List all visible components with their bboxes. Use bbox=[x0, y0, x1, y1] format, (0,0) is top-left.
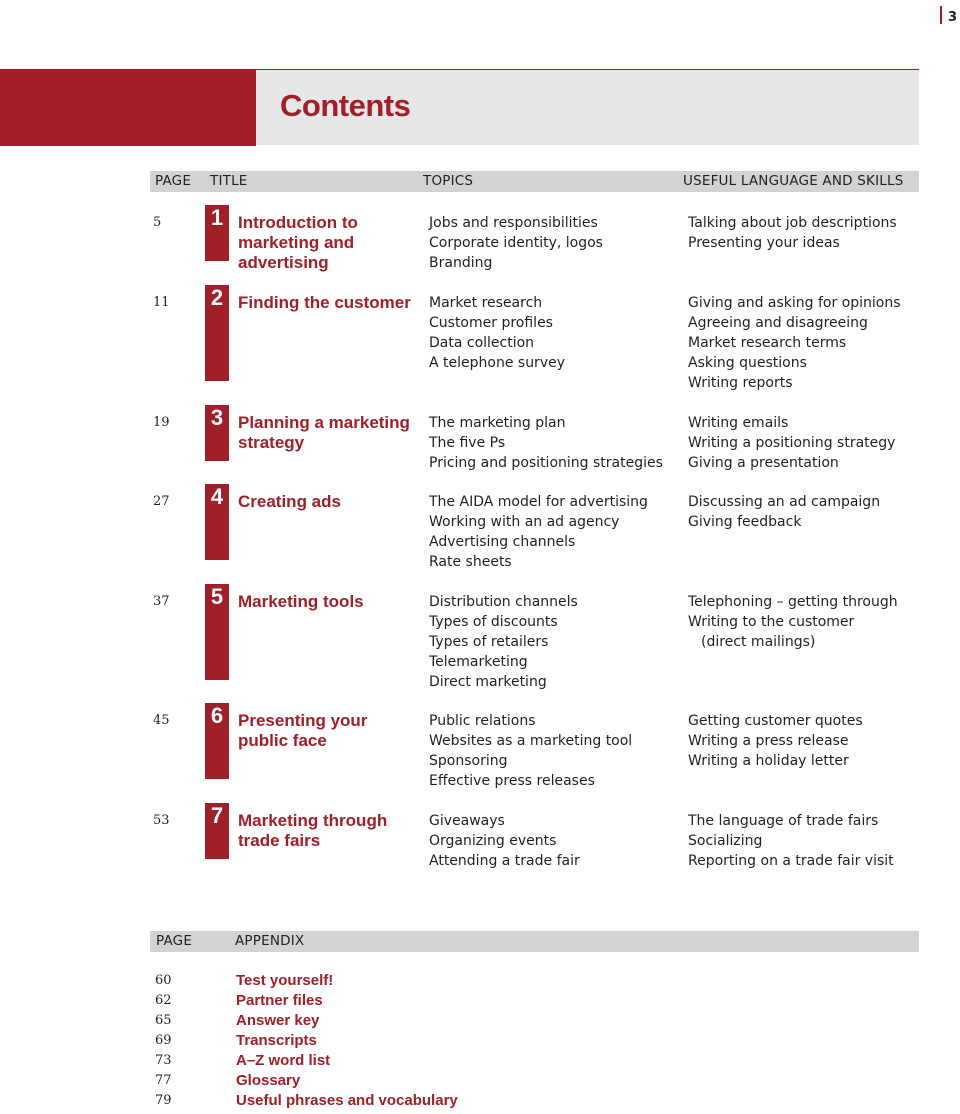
unit-marker bbox=[205, 584, 229, 680]
unit-marker bbox=[205, 285, 229, 381]
unit-skills bbox=[688, 492, 928, 532]
appendix-title[interactable]: A–Z word list bbox=[236, 1052, 331, 1069]
unit-page-number: 27 bbox=[153, 494, 170, 509]
appendix-row[interactable] bbox=[0, 971, 960, 991]
unit-topics bbox=[429, 213, 679, 273]
unit-page-number: 11 bbox=[153, 295, 170, 310]
unit-title[interactable]: Introduction to marketing and advertising bbox=[238, 213, 358, 272]
header-skills: USEFUL LANGUAGE AND SKILLS bbox=[683, 173, 904, 189]
appendix-header-bar bbox=[150, 931, 919, 952]
topic-item: Corporate identity, logos bbox=[429, 235, 603, 251]
skill-item: Reporting on a trade fair visit bbox=[688, 853, 894, 869]
unit-page-number: 19 bbox=[153, 415, 170, 430]
unit-skills bbox=[688, 811, 928, 871]
appendix-title[interactable]: Test yourself! bbox=[236, 972, 334, 989]
appendix-row[interactable] bbox=[0, 1031, 960, 1051]
skill-item: Writing to the customer bbox=[688, 614, 855, 630]
unit-page-number: 45 bbox=[153, 713, 170, 728]
skill-item: Writing reports bbox=[688, 375, 793, 391]
topic-item: Types of retailers bbox=[429, 634, 549, 650]
banner-red-block bbox=[0, 70, 256, 146]
appendix-page-number: 73 bbox=[155, 1053, 172, 1068]
unit-page-number: 53 bbox=[153, 813, 170, 828]
appendix-row[interactable] bbox=[0, 1091, 960, 1111]
topic-item: Sponsoring bbox=[429, 753, 508, 769]
unit-title[interactable]: Finding the customer bbox=[238, 293, 411, 312]
contents-header-bar bbox=[150, 171, 919, 192]
page-number: 3 bbox=[948, 10, 958, 25]
topic-item: Branding bbox=[429, 255, 493, 271]
unit-topics bbox=[429, 413, 679, 473]
skill-item: Writing a press release bbox=[688, 733, 849, 749]
skill-item: Agreeing and disagreeing bbox=[688, 315, 868, 331]
skill-item: Socializing bbox=[688, 833, 763, 849]
appendix-header-page: PAGE bbox=[156, 933, 193, 949]
unit-topics bbox=[429, 811, 679, 871]
skill-item: Discussing an ad campaign bbox=[688, 494, 881, 510]
topic-item: Public relations bbox=[429, 713, 536, 729]
appendix-header-title: APPENDIX bbox=[235, 933, 305, 949]
skill-item: Writing a positioning strategy bbox=[688, 435, 896, 451]
page-title: Contents bbox=[280, 88, 411, 123]
skill-item: Giving feedback bbox=[688, 514, 802, 530]
page-number-marker bbox=[940, 6, 957, 24]
topic-item: Direct marketing bbox=[429, 674, 547, 690]
topic-item: Websites as a marketing tool bbox=[429, 733, 633, 749]
unit-title[interactable]: Marketing through trade fairs bbox=[238, 811, 388, 850]
unit-number: 4 bbox=[210, 484, 224, 509]
skill-item: Market research terms bbox=[688, 335, 847, 351]
unit-skills bbox=[688, 293, 928, 393]
topic-item: Pricing and positioning strategies bbox=[429, 455, 663, 471]
skill-item: Writing emails bbox=[688, 415, 789, 431]
appendix-row[interactable] bbox=[0, 1011, 960, 1031]
skill-item: Talking about job descriptions bbox=[688, 215, 897, 231]
unit-number: 6 bbox=[210, 703, 224, 728]
appendix-page-number: 69 bbox=[155, 1033, 172, 1048]
topic-item: Customer profiles bbox=[429, 315, 553, 331]
unit-number: 3 bbox=[210, 405, 224, 430]
topic-item: Attending a trade fair bbox=[429, 853, 580, 869]
appendix-page-number: 62 bbox=[155, 993, 172, 1008]
topic-item: Market research bbox=[429, 295, 543, 311]
skill-item: Telephoning – getting through bbox=[688, 594, 898, 610]
appendix-title[interactable]: Useful phrases and vocabulary bbox=[236, 1092, 458, 1109]
skill-item: Giving a presentation bbox=[688, 455, 839, 471]
unit-marker bbox=[205, 484, 229, 560]
unit-topics bbox=[429, 592, 679, 692]
skill-item: The language of trade fairs bbox=[688, 813, 879, 829]
topic-item: Types of discounts bbox=[429, 614, 558, 630]
topic-item: Advertising channels bbox=[429, 534, 576, 550]
unit-title[interactable]: Planning a marketing strategy bbox=[238, 413, 410, 452]
unit-number: 5 bbox=[210, 584, 224, 609]
header-page: PAGE bbox=[155, 173, 192, 189]
unit-title[interactable]: Creating ads bbox=[238, 492, 341, 511]
topic-item: Distribution channels bbox=[429, 594, 578, 610]
unit-page-number: 5 bbox=[153, 215, 162, 230]
topic-item: The five Ps bbox=[429, 435, 506, 451]
unit-marker bbox=[205, 803, 229, 859]
unit-topics bbox=[429, 711, 679, 791]
skill-item: Giving and asking for opinions bbox=[688, 295, 901, 311]
appendix-row[interactable] bbox=[0, 991, 960, 1011]
unit-topics bbox=[429, 492, 679, 572]
skill-item: Asking questions bbox=[688, 355, 807, 371]
topic-item: The AIDA model for advertising bbox=[429, 494, 648, 510]
topic-item: Giveaways bbox=[429, 813, 505, 829]
unit-skills bbox=[688, 711, 928, 771]
unit-marker bbox=[205, 405, 229, 461]
appendix-title[interactable]: Partner files bbox=[236, 992, 323, 1009]
unit-marker bbox=[205, 205, 229, 261]
unit-page-number: 37 bbox=[153, 594, 170, 609]
appendix-row[interactable] bbox=[0, 1071, 960, 1091]
header-title: TITLE bbox=[210, 173, 248, 189]
contents-banner bbox=[0, 69, 919, 145]
unit-marker bbox=[205, 703, 229, 779]
unit-title[interactable]: Presenting your public face bbox=[238, 711, 368, 750]
appendix-title[interactable]: Transcripts bbox=[236, 1032, 317, 1049]
skill-item: Writing a holiday letter bbox=[688, 753, 849, 769]
topic-item: Jobs and responsibilities bbox=[429, 215, 598, 231]
appendix-title[interactable]: Answer key bbox=[236, 1012, 320, 1029]
unit-topics bbox=[429, 293, 679, 373]
topic-item: A telephone survey bbox=[429, 355, 566, 371]
unit-title[interactable]: Marketing tools bbox=[238, 592, 364, 611]
unit-number: 7 bbox=[210, 803, 224, 828]
unit-number: 1 bbox=[210, 205, 224, 230]
skill-item: (direct mailings) bbox=[701, 634, 816, 650]
unit-number: 2 bbox=[210, 285, 224, 310]
topic-item: Effective press releases bbox=[429, 773, 595, 789]
appendix-page-number: 60 bbox=[155, 973, 172, 988]
unit-skills bbox=[688, 592, 928, 652]
appendix-row[interactable] bbox=[0, 1051, 960, 1071]
topic-item: Telemarketing bbox=[429, 654, 528, 670]
header-topics: TOPICS bbox=[423, 173, 474, 189]
appendix-page-number: 65 bbox=[155, 1013, 172, 1028]
topic-item: Working with an ad agency bbox=[429, 514, 620, 530]
skill-item: Getting customer quotes bbox=[688, 713, 863, 729]
appendix-page-number: 77 bbox=[155, 1073, 172, 1088]
topic-item: Rate sheets bbox=[429, 554, 512, 570]
topic-item: The marketing plan bbox=[429, 415, 566, 431]
unit-skills bbox=[688, 413, 928, 473]
topic-item: Data collection bbox=[429, 335, 535, 351]
appendix-page-number: 79 bbox=[155, 1093, 172, 1108]
skill-item: Presenting your ideas bbox=[688, 235, 840, 251]
unit-skills bbox=[688, 213, 928, 253]
appendix-title[interactable]: Glossary bbox=[236, 1072, 301, 1089]
topic-item: Organizing events bbox=[429, 833, 557, 849]
